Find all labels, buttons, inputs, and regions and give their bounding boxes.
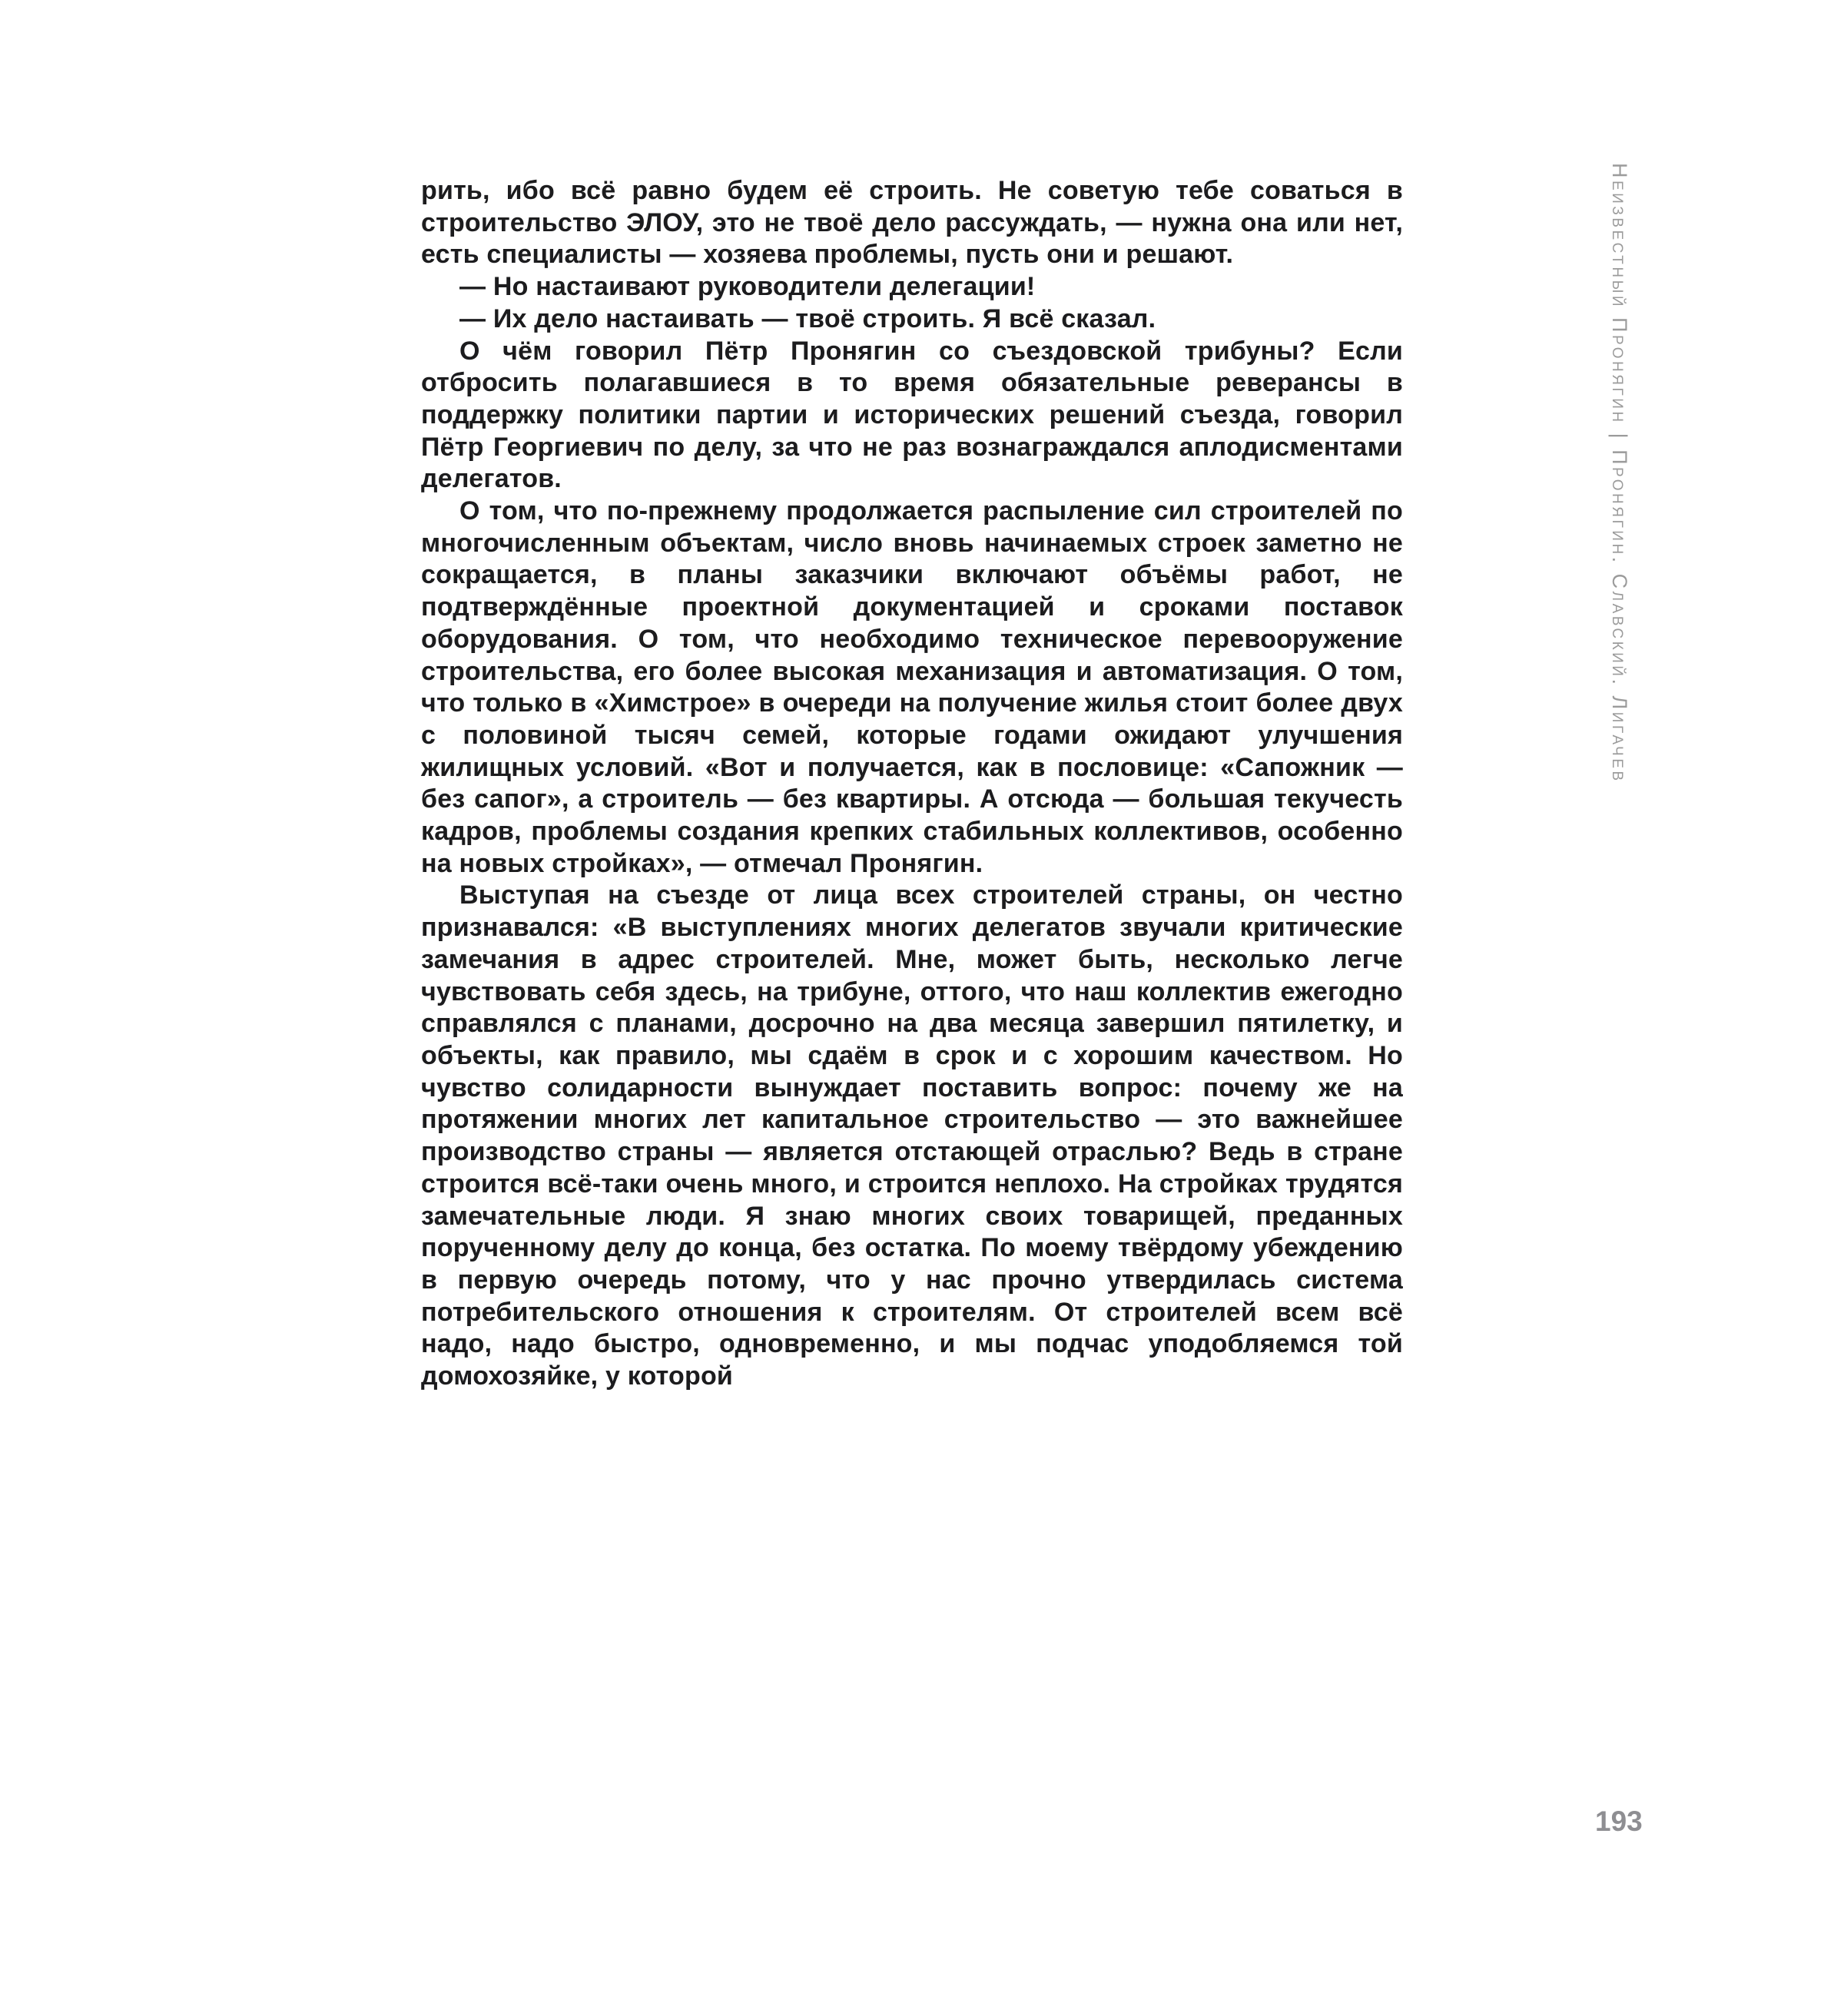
- body-paragraph: О чём говорил Пётр Пронягин со съездовской трибуны? Если отбросить полагавшиеся в то время обязательные реверансы в поддержку политики партии и исторических решений съезда, говорил Пётр Георгиевич по делу, за что не раз вознаграждался аплодисментами делегатов.: [421, 336, 1403, 494]
- dialogue-line: — Но настаивают руководители делегации!: [459, 272, 1036, 302]
- body-text: [421, 175, 1403, 1393]
- running-head-vertical: Неизвестный Пронягин | Пронягин. Славский. Лигачев: [1608, 163, 1631, 784]
- body-paragraph: Выступая на съезде от лица всех строителей страны, он честно признавался: «В выступлениях многих делегатов звучали критические замечания в адрес строителей. Мне, может быть, несколько легче чувствовать себя здесь, на трибуне, оттого, что наш коллектив ежегодно справлялся с планами, досрочно на два месяца завершил пятилетку, и объекты, как правило, мы сдаём в срок и с хорошим качеством. Но чувство солидарности вынуждает поставить вопрос: почему же на протяжении многих лет капитальное строительство — это важнейшее производство страны — является отстающей отраслью? Ведь в стране строится всё-таки очень много, и строится неплохо. На стройках трудятся замечательные люди. Я знаю многих своих товарищей, преданных порученному делу до конца, без остатка. По моему твёрдому убеждению в первую очередь потому, что у нас прочно утвердилась система потребительского отношения к строителям. От строителей всем всё надо, надо быстро, одновременно, и мы подчас уподобляемся той домохозяйке, у которой: [421, 880, 1403, 1391]
- body-paragraph: О том, что по-прежнему продолжается распыление сил строителей по многочисленным объектам, число вновь начинаемых строек заметно не сокращается, в планы заказчики включают объёмы работ, не подтверждённые проектной документацией и сроками поставок оборудования. О том, что необходимо техническое перевооружение строительства, его более высокая механизация и автоматизация. О том, что только в «Химстрое» в очереди на получение жилья стоит более двух с половиной тысяч семей, которые годами ожидают улучшения жилищных условий. «Вот и получается, как в пословице: «Сапожник — без сапог», а строитель — без квартиры. А отсюда — большая текучесть кадров, проблемы создания крепких стабильных коллективов, особенно на новых стройках», — отмечал Пронягин.: [421, 496, 1403, 878]
- body-paragraph: рить, ибо всё равно будем её строить. Не советую тебе соваться в строительство ЭЛОУ, это не твоё дело рассуждать, — нужна она или нет, есть специалисты — хозяева проблемы, пусть они и решают.: [421, 176, 1403, 270]
- dialogue-line: — Их дело настаивать — твоё строить. Я всё сказал.: [459, 303, 1156, 333]
- page-number: 193: [1595, 1805, 1643, 1837]
